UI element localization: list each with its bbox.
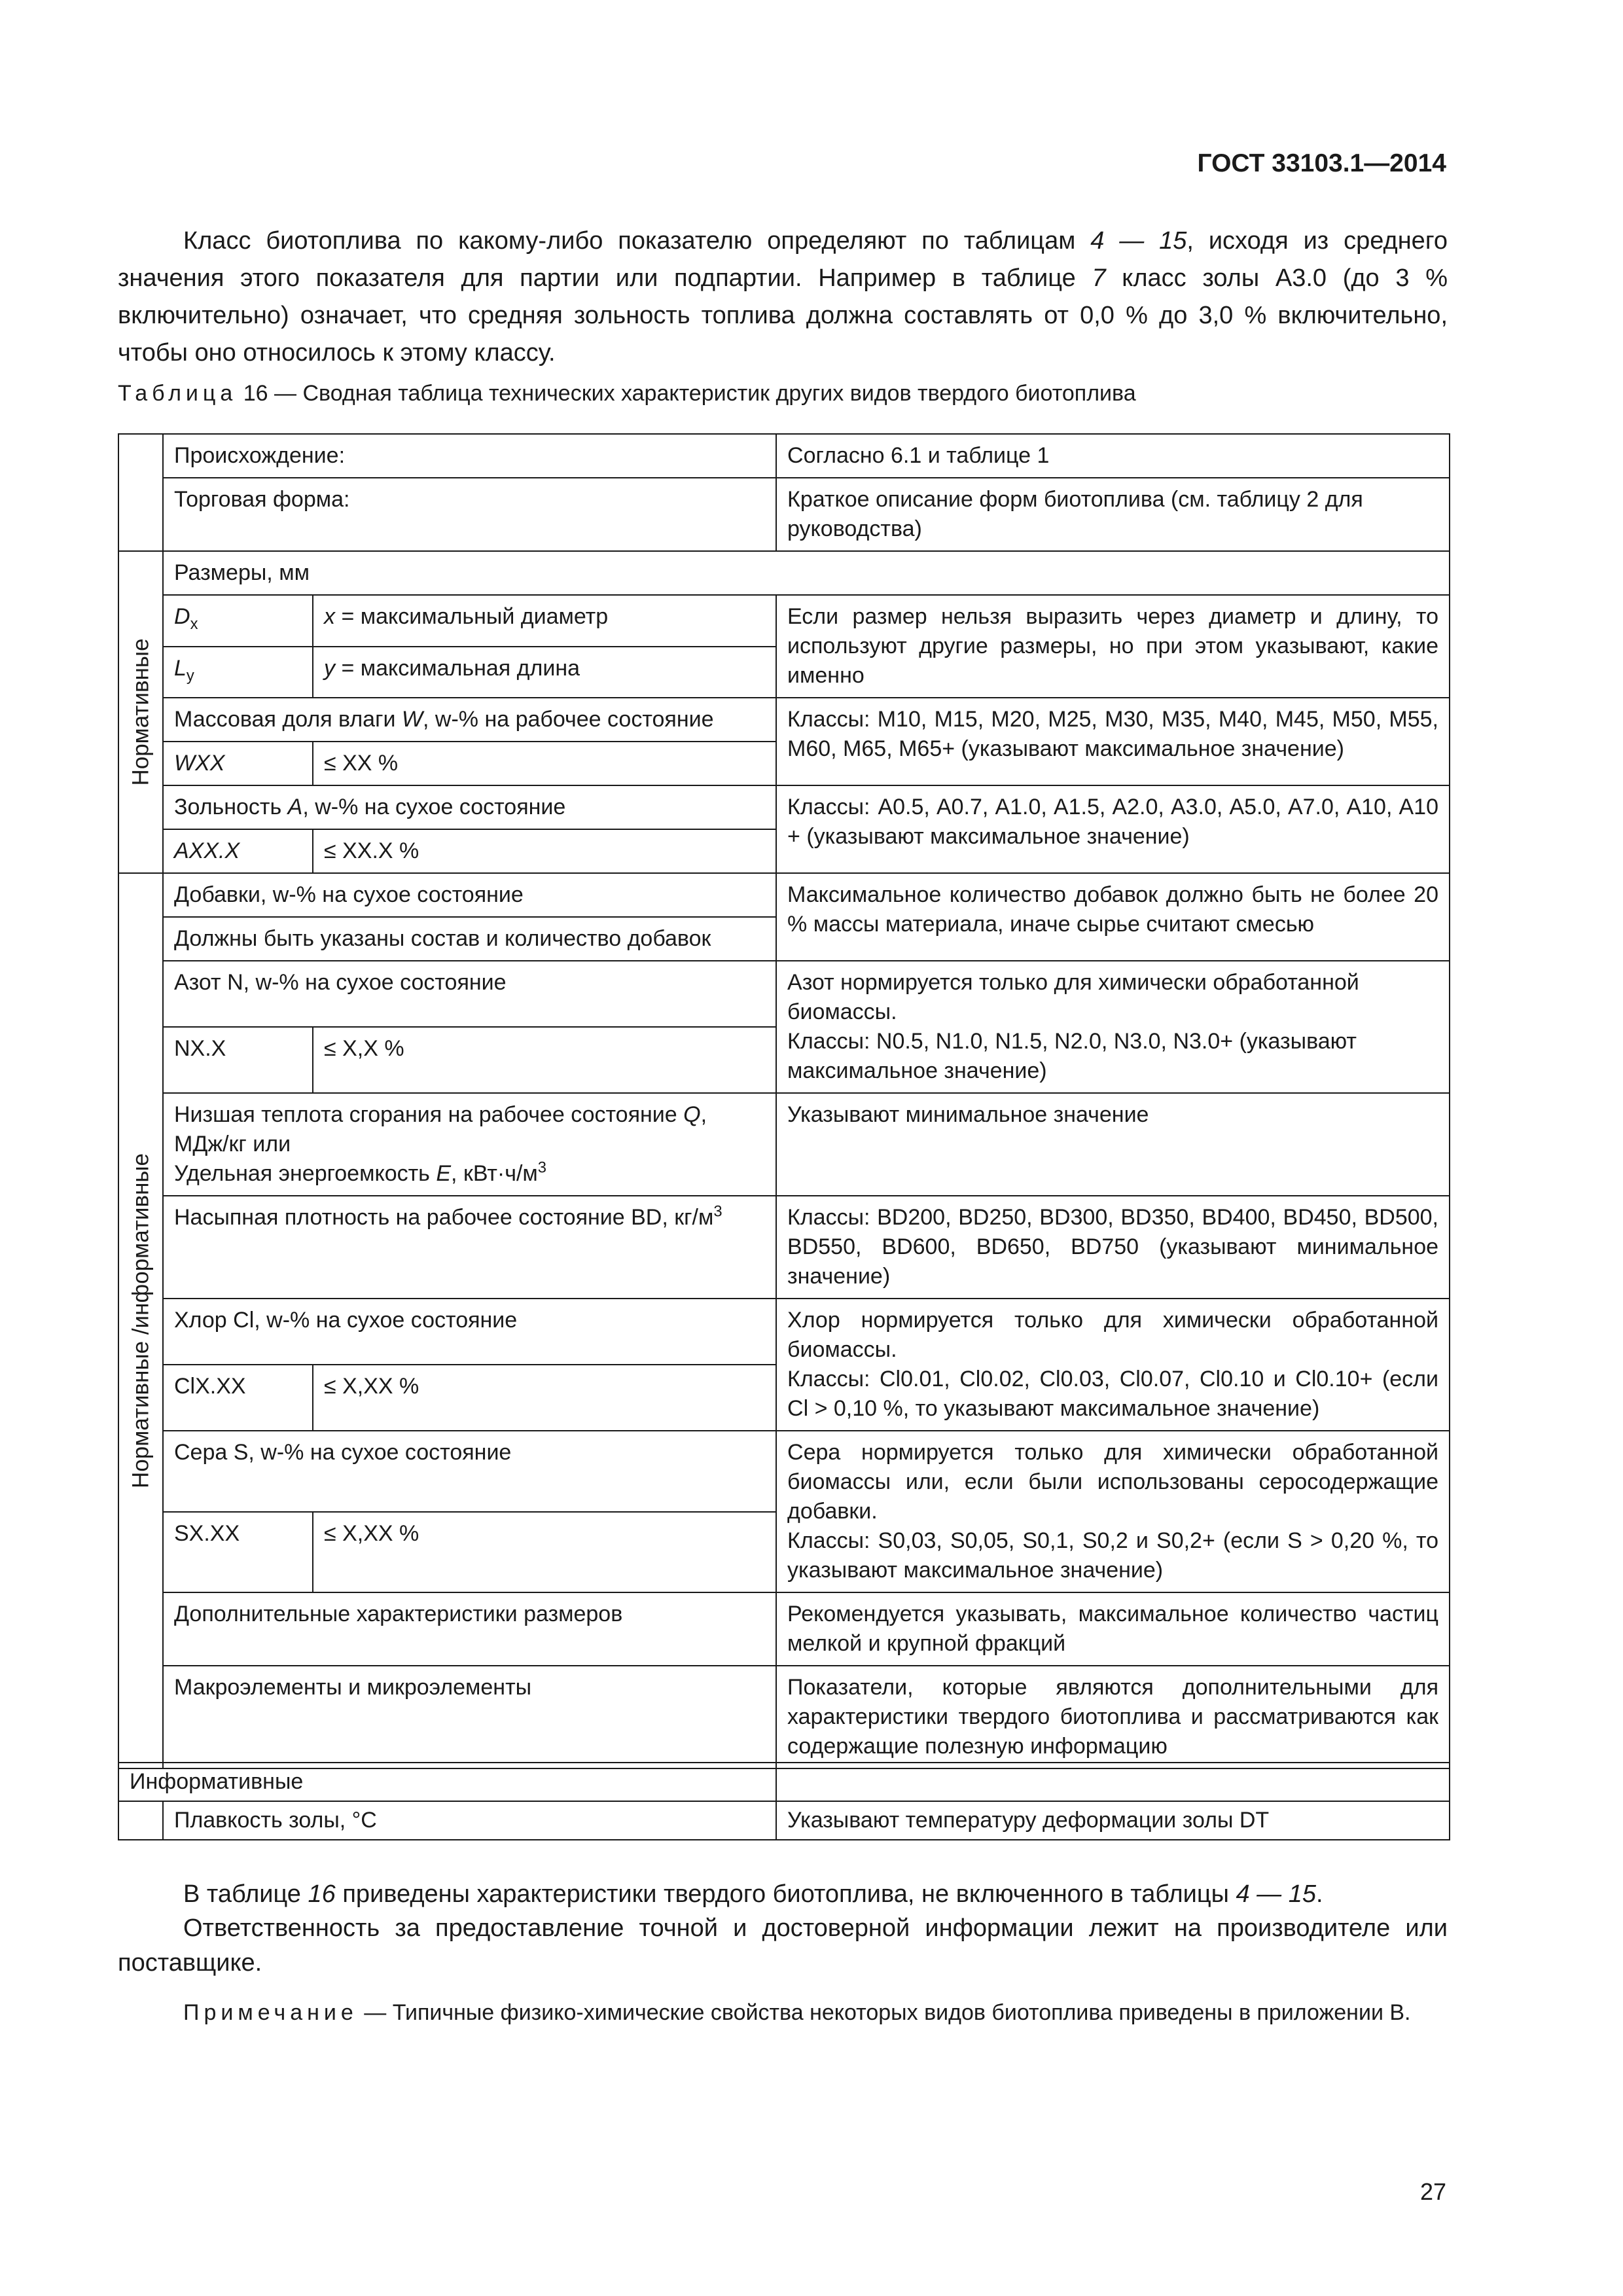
table-row [118, 961, 1450, 1027]
calorific-label: Низшая теплота сгорания на рабочее состояние Q, МДж/кг или Удельная энергоемкость E, $кВт\cdot ч/м^3$ [163, 1093, 776, 1196]
group-cell-empty [118, 434, 163, 551]
table-row [118, 478, 1450, 551]
nitrogen-note: Азот нормируется только для химически обработанной биомассы. Классы: N0.5, N1.0, N1.5, N2.0, N3.0, N3.0+ (указывают максимальное значение) [776, 961, 1450, 1093]
add-size-note: Рекомендуется указывать, максимальное количество частиц мелкой и крупной фракций [776, 1592, 1450, 1666]
bulk-density-label: Насыпная плотность на рабочее состояние BD, $кг/м^3$ [163, 1196, 776, 1299]
group-normative-informative [118, 873, 163, 1768]
trade-form-value: Краткое описание форм биотоплива (см. таблицу 2 для руководства) [776, 478, 1450, 551]
axx-code: AXX.X [163, 829, 313, 873]
nx-value: ≤ X,X % [313, 1027, 776, 1093]
table-row [118, 1093, 1450, 1196]
size-label: Размеры, мм [163, 551, 1450, 595]
additives-label: Добавки, w-% на сухое состояние [163, 873, 776, 917]
wxx-value: ≤ XX % [313, 742, 776, 785]
table-row [118, 785, 1450, 829]
responsibility-paragraph: Ответственность за предоставление точной и достоверной информации лежит на производителе или поставщике. [118, 1914, 1448, 1977]
table-row [118, 873, 1450, 917]
moisture-label: Массовая доля влаги W, w-% на рабочее состояние [163, 698, 776, 742]
document-number: ГОСТ 33103.1—2014 [1197, 149, 1446, 177]
group-label-informative: Информативные [118, 1763, 776, 1801]
table-row [118, 1801, 1450, 1840]
table-row [118, 1196, 1450, 1299]
ly-symbol: $L_y$ [163, 647, 313, 698]
trade-form-label: Торговая форма: [163, 478, 776, 551]
ash-melt-label: Плавкость золы, °С [163, 1801, 776, 1840]
origin-label: Происхождение: [163, 434, 776, 478]
dx-symbol: $D_x$ [163, 595, 313, 647]
add-size-label: Дополнительные характеристики размеров [163, 1592, 776, 1666]
table-row [118, 551, 1450, 595]
table-row [118, 1592, 1450, 1666]
table-row [118, 698, 1450, 742]
table-row [118, 1666, 1450, 1768]
sx-code: SX.XX [163, 1512, 313, 1593]
moisture-classes: Классы: M10, M15, M20, M25, M30, M35, M40, M45, M50, M55, M60, M65, M65+ (указывают максимальное значение) [776, 698, 1450, 785]
nitrogen-label: Азот N, w-% на сухое состояние [163, 961, 776, 1027]
group-cell-empty [118, 1801, 163, 1840]
sulfur-label: Сера S, w-% на сухое состояние [163, 1431, 776, 1512]
informative-empty [776, 1763, 1450, 1801]
intro-paragraph: Класс биотоплива по какому-либо показателю определяют по таблицам 4 — 15, исходя из среднего значения этого показателя для партии или подпартии. Например в таблице 7 класс золы А3.0 (до 3 % включительно) означает, что средняя зольность топлива должна составлять от 0,0 % до 3,0 % включительно, чтобы оно относилось к этому классу. [118, 227, 1448, 367]
after-table-paragraph: В таблице 16 приведены характеристики твердого биотоплива, не включенного в таблицы 4 — 15. [183, 1880, 1323, 1908]
ash-label: Зольность A, w-% на сухое состояние [163, 785, 776, 829]
sulfur-note: Сера нормируется только для химически обработанной биомассы или, если были использованы серосодержащие добавки. Классы: S0,03, S0,05, S0,1, S0,2 и S0,2+ (если S > 0,20 %, то указывают максимальное значение) [776, 1431, 1450, 1592]
table-row [118, 1763, 1450, 1801]
sx-value: ≤ X,XX % [313, 1512, 776, 1593]
elements-note: Показатели, которые являются дополнительными для характеристики твердого биотоплива и рассматриваются как содержащие полезную информацию [776, 1666, 1450, 1768]
group-normative [118, 551, 163, 873]
clx-value: ≤ X,XX % [313, 1365, 776, 1431]
table-row [118, 1431, 1450, 1512]
characteristics-table-tail [118, 1762, 1450, 1840]
characteristics-table [118, 433, 1450, 1769]
additives-note: Максимальное количество добавок должно быть не более 20 % массы материала, иначе сырье считают смесью [776, 873, 1450, 961]
page-number: 27 [1419, 2178, 1446, 2205]
wxx-code: WXX [163, 742, 313, 785]
origin-value: Согласно 6.1 и таблице 1 [776, 434, 1450, 478]
dx-description: x = максимальный диаметр [313, 595, 776, 647]
calorific-note: Указывают минимальное значение [776, 1093, 1450, 1196]
size-note: Если размер нельзя выразить через диаметр и длину, то используют другие размеры, но при этом указывают, какие именно [776, 595, 1450, 698]
table-caption: Таблица 16 — Сводная таблица технических характеристик других видов твердого биотоплива [118, 381, 1136, 406]
bulk-density-note: Классы: BD200, BD250, BD300, BD350, BD400, BD450, BD500, BD550, BD600, BD650, BD750 (указывают минимальное значение) [776, 1196, 1450, 1299]
ash-melt-note: Указывают температуру деформации золы DT [776, 1801, 1450, 1840]
nx-code: NX.X [163, 1027, 313, 1093]
group-label-normative-informative: Нормативные /информативные [128, 1153, 154, 1489]
clx-code: ClX.XX [163, 1365, 313, 1431]
group-label-normative: Нормативные [128, 638, 154, 786]
ash-classes: Классы: A0.5, A0.7, A1.0, A1.5, A2.0, A3.0, A5.0, A7.0, A10, A10 + (указывают максимальное значение) [776, 785, 1450, 873]
table-row [118, 595, 1450, 647]
additives-composition: Должны быть указаны состав и количество добавок [163, 917, 776, 961]
chlorine-label: Хлор Cl, w-% на сухое состояние [163, 1299, 776, 1365]
table-row [118, 434, 1450, 478]
ly-description: y = максимальная длина [313, 647, 776, 698]
table-row [118, 1299, 1450, 1365]
note-paragraph: Примечание — Типичные физико-химические свойства некоторых видов биотоплива приведены в приложении В. [183, 2000, 1411, 2025]
elements-label: Макроэлементы и микроэлементы [163, 1666, 776, 1768]
chlorine-note: Хлор нормируется только для химически обработанной биомассы. Классы: Cl0.01, Cl0.02, Cl0.03, Cl0.07, Cl0.10 и Cl0.10+ (если Cl > 0,10 %, то указывают максимальное значение) [776, 1299, 1450, 1431]
axx-value: ≤ XX.X % [313, 829, 776, 873]
